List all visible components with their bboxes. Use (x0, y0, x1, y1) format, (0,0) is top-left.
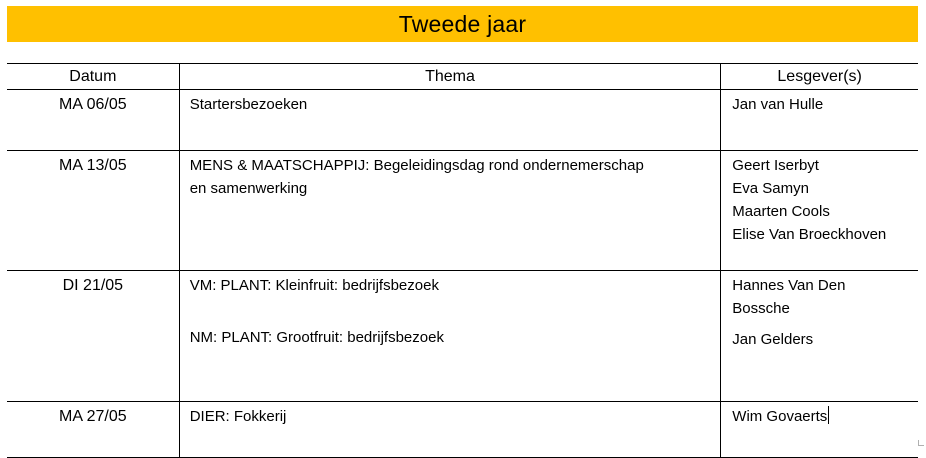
theme-line: Startersbezoeken (189, 96, 308, 113)
table-row (7, 271, 918, 402)
teacher-name: Maarten Cools (732, 203, 830, 220)
theme-line: VM: PLANT: Kleinfruit: bedrijfsbezoek (189, 277, 439, 294)
teacher-name: Elise Van Broeckhoven (732, 226, 887, 243)
text-cursor (828, 406, 829, 424)
theme-line: NM: PLANT: Grootfruit: bedrijfsbezoek (189, 329, 444, 346)
teacher-cell[interactable] (721, 271, 918, 402)
theme-line: en samenwerking (189, 180, 308, 197)
date-cell[interactable]: MA 27/05 (7, 402, 179, 458)
table-row (7, 402, 918, 458)
theme-cell[interactable] (179, 151, 721, 271)
theme-line: DIER: Fokkerij (189, 408, 287, 425)
spacer (190, 297, 713, 326)
table-header-row (7, 64, 918, 90)
teacher-name: Hannes Van Den (732, 277, 846, 294)
page-title: Tweede jaar (7, 6, 918, 42)
teacher-name: Bossche (732, 300, 790, 317)
theme-cell[interactable] (179, 90, 721, 151)
teacher-cell[interactable] (721, 402, 918, 458)
column-header-date: Datum (7, 64, 179, 90)
table-row (7, 151, 918, 271)
date-cell[interactable]: MA 06/05 (7, 90, 179, 151)
column-header-theme: Thema (179, 64, 721, 90)
teacher-name: Jan Gelders (732, 331, 814, 348)
schedule-table (7, 63, 918, 458)
theme-cell[interactable] (179, 271, 721, 402)
teacher-cell[interactable] (721, 151, 918, 271)
end-of-cell-mark (918, 440, 924, 446)
column-header-teacher: Lesgever(s) (721, 64, 918, 90)
teacher-name: Geert Iserbyt (732, 157, 819, 174)
date-cell[interactable]: DI 21/05 (7, 271, 179, 402)
teacher-name: Wim Govaerts (732, 408, 828, 425)
date-cell[interactable]: MA 13/05 (7, 151, 179, 271)
teacher-name: Jan van Hulle (732, 96, 824, 113)
theme-line: MENS & MAATSCHAPPIJ: Begeleidingsdag rond ondernemerschap (189, 157, 644, 174)
table-row (7, 90, 918, 151)
theme-cell[interactable] (179, 402, 721, 458)
teacher-cell[interactable] (721, 90, 918, 151)
teacher-name: Eva Samyn (732, 180, 809, 197)
